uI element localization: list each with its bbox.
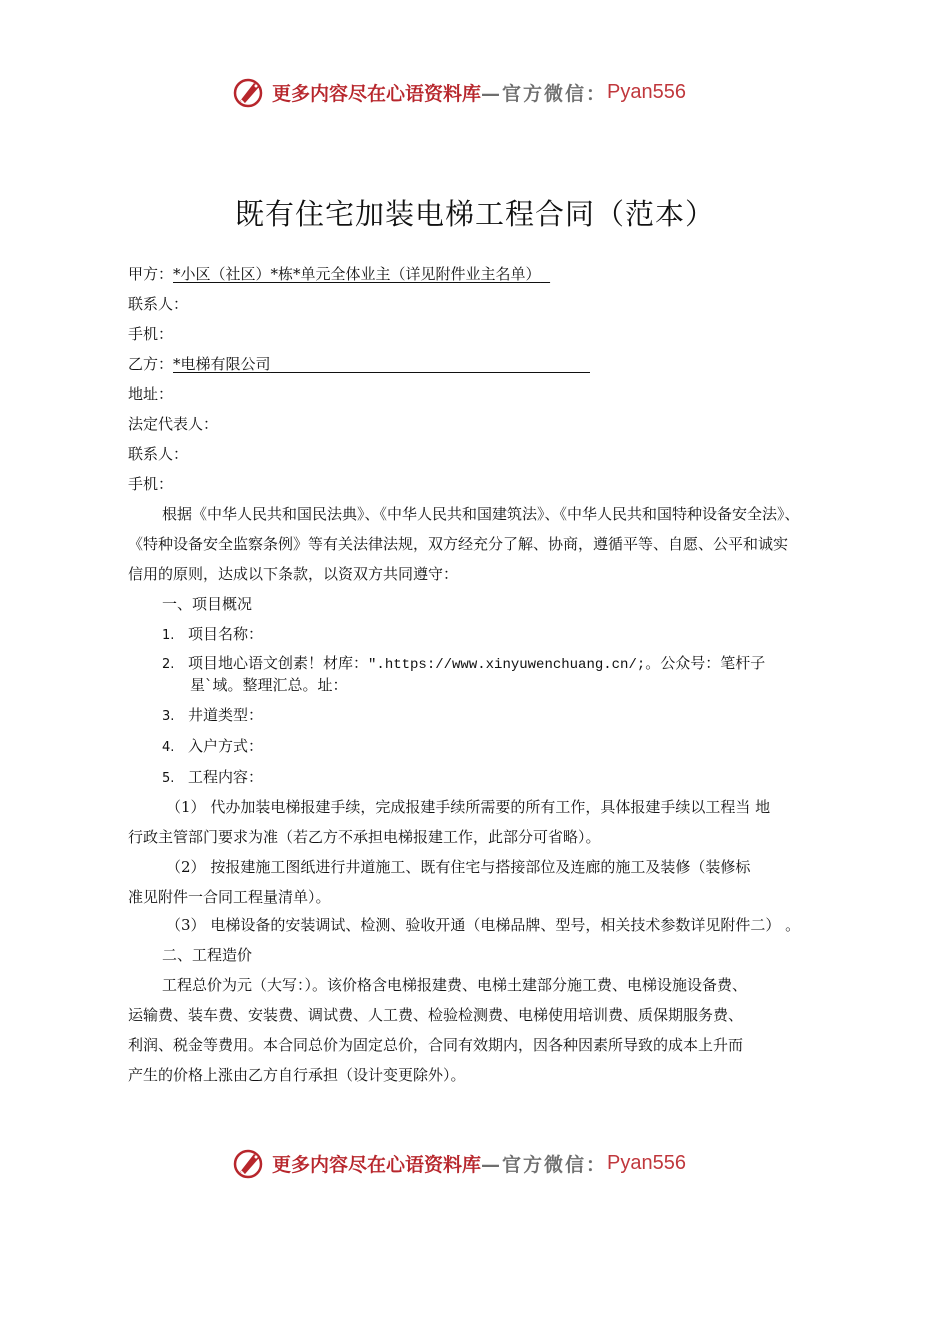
party-b-address: 地址： (128, 385, 174, 403)
clause-text: 电梯设备的安装调试、检测、验收开通（电梯品牌、型号，相关技术参数详见附件二） 。 (210, 916, 801, 934)
body-line: 工程总价为元（大写：）。该价格含电梯报建费、电梯土建部分施工费、电梯设施设备费、 (162, 976, 748, 994)
banner-wechat-label: —官方微信： (481, 1153, 608, 1176)
party-a-label: 甲方： (128, 265, 174, 283)
clause-number: （1） (166, 798, 206, 816)
section-heading: 二、工程造价 (162, 946, 253, 964)
banner-wechat-id: Pyan556 (607, 1151, 686, 1174)
list-item-text: 工程内容： (188, 768, 264, 786)
list-item-url: ".https://www.xinyuwenchuang.cn/; (368, 657, 646, 673)
list-item (162, 653, 765, 675)
clause-line: 准见附件一合同工程量清单）。 (128, 888, 331, 906)
banner-text: 更多内容尽在心语资料库 (272, 82, 482, 105)
section-heading: 一、项目概况 (162, 595, 253, 613)
clause-number: （2） (166, 858, 206, 876)
banner-text: 更多内容尽在心语资料库 (272, 1153, 482, 1176)
party-b-contact: 联系人： (128, 445, 189, 463)
preamble-line: 《特种设备安全监察条例》等有关法律法规，双方经充分了解、协商，遵循平等、自愿、公平和诚实 (128, 535, 789, 553)
party-a-phone: 手机： (128, 325, 174, 343)
list-item-number: 4. (162, 740, 175, 755)
list-item-text: 项目名称： (188, 625, 264, 643)
list-item-text: 项目地心语文创素！材库： (188, 654, 369, 672)
preamble-line: 信用的原则，达成以下条款，以资双方共同遵守： (128, 565, 459, 583)
party-b-phone: 手机： (128, 475, 174, 493)
banner-wechat-label: —官方微信： (481, 82, 608, 105)
pen-nib-logo-icon (232, 1146, 266, 1180)
party-b-line (128, 354, 590, 374)
list-item-text: 井道类型： (188, 706, 264, 724)
clause-number: （3） (166, 916, 206, 934)
clause-line (166, 797, 770, 817)
list-item-number: 3. (162, 709, 175, 724)
preamble-line: 根据《中华人民共和国民法典》、《中华人民共和国建筑法》、《中华人民共和国特种设备安全法》、 (162, 505, 800, 523)
list-item-text: 入户方式： (188, 737, 264, 755)
list-item (162, 767, 263, 789)
clause-line (166, 857, 750, 877)
banner-wechat-id: Pyan556 (607, 80, 686, 103)
party-b-label: 乙方： (128, 355, 174, 373)
pen-nib-logo-icon (232, 75, 266, 109)
clause-text: 代办加装电梯报建手续，完成报建手续所需要的所有工作，具体报建手续以工程当 地 (210, 798, 771, 816)
list-item-number: 1. (162, 628, 175, 643)
header-banner (232, 72, 686, 112)
clause-text: 按报建施工图纸进行井道施工、既有住宅与搭接部位及连廊的施工及装修（装修标 (210, 858, 751, 876)
list-item (162, 705, 263, 727)
clause-line: 行政主管部门要求为准（若乙方不承担电梯报建工作，此部分可省略）。 (128, 828, 601, 846)
list-item-text: 。公众号：笔杆子 (645, 654, 766, 672)
list-item-continuation: 星`域。整理汇总。址： (190, 676, 348, 694)
list-item-number: 5. (162, 771, 175, 786)
party-a-line (128, 264, 550, 284)
body-line: 利润、税金等费用。本合同总价为固定总价，合同有效期内，因各种因素所导致的成本上升而 (128, 1036, 744, 1054)
body-line: 运输费、装车费、安装费、调试费、人工费、检验检测费、电梯使用培训费、质保期服务费、 (128, 1006, 744, 1024)
body-line: 产生的价格上涨由乙方自行承担（设计变更除外）。 (128, 1066, 466, 1084)
party-a-value: *小区（社区）*栋*单元全体业主（详见附件业主名单） (173, 265, 541, 283)
party-b-value: *电梯有限公司 (173, 355, 271, 373)
list-item (162, 736, 263, 758)
list-item (162, 624, 263, 646)
party-a-contact: 联系人： (128, 295, 189, 313)
party-b-legal-rep: 法定代表人： (128, 415, 219, 433)
list-item-number: 2. (162, 657, 175, 672)
clause-line (166, 915, 800, 935)
footer-banner (232, 1143, 686, 1183)
document-title: 既有住宅加装电梯工程合同（范本） (234, 197, 715, 231)
